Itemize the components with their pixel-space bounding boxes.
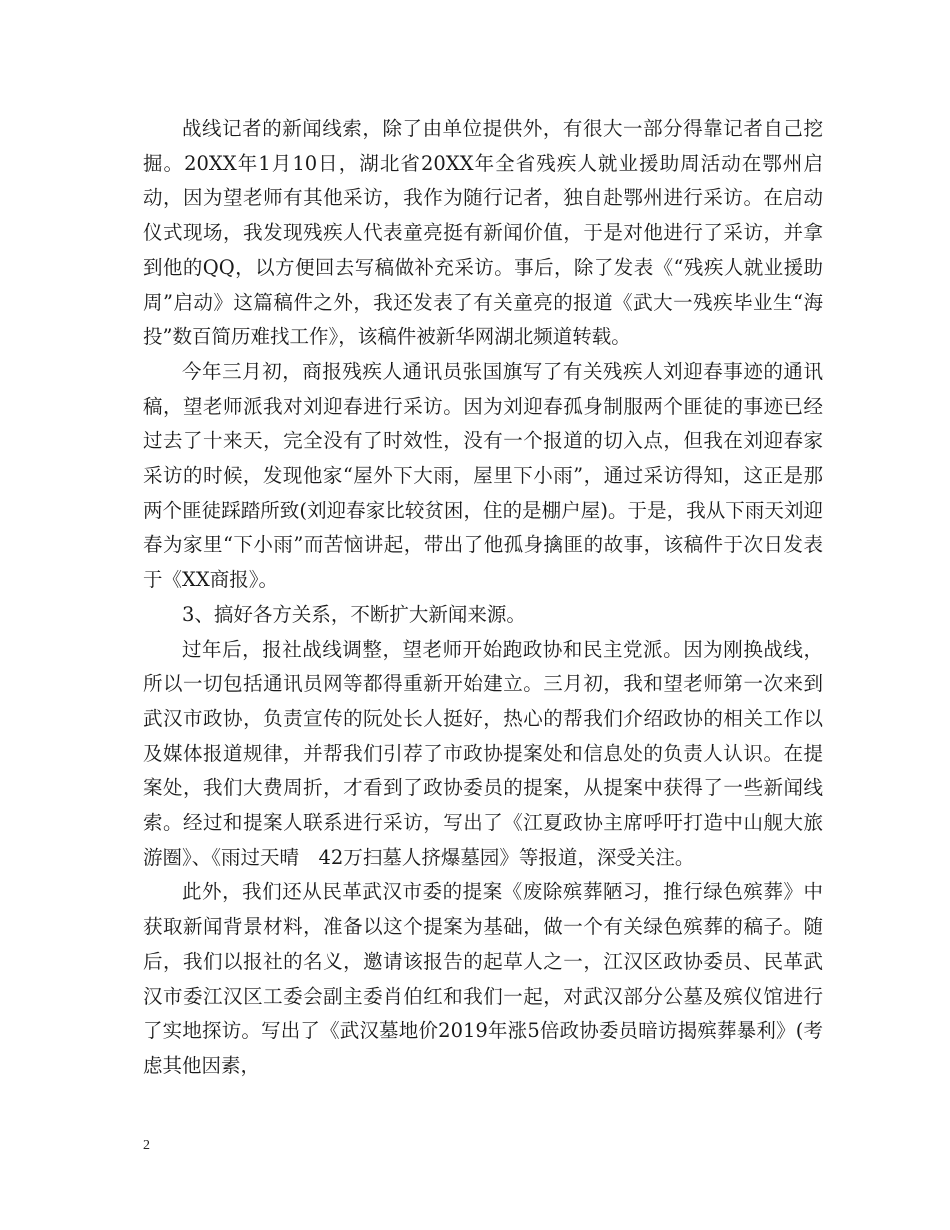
paragraph-2: 今年三月初，商报残疾人通讯员张国旗写了有关残疾人刘迎春事迹的通讯稿，望老师派我对刘迎春进行采访。因为刘迎春孤身制服两个匪徒的事迹已经过去了十来天，完全没有了时效性，没有一个报道的切入点，但我在刘迎春家采访的时候，发现他家“屋外下大雨，屋里下小雨”，通过采访得知，这正是那两个匪徒踩踏所致(刘迎春家比较贫困，住的是棚户屋)。于是，我从下雨天刘迎春为家里“下小雨”而苦恼讲起，带出了他孤身擒匪的故事，该稿件于次日发表于《XX商报》。 [143,359,823,592]
page-number: 2 [143,1138,150,1153]
section-heading: 3、搞好各方关系，不断扩大新闻来源。 [182,602,526,626]
paragraph-4: 此外，我们还从民革武汉市委的提案《废除殡葬陋习，推行绿色殡葬》中获取新闻背景材料，准备以这个提案为基础，做一个有关绿色殡葬的稿子。随后，我们以报社的名义，邀请该报告的起草人之一，江汉区政协委员、民革武汉市委江汉区工委会副主委肖伯红和我们一起，对武汉部分公墓及殡仪馆进行了实地探访。写出了《武汉墓地价2019年涨5倍政协委员暗访揭殡葬暴利》(考虑其他因素， [143,880,823,1077]
paragraph-1: 战线记者的新闻线索，除了由单位提供外，有很大一部分得靠记者自己挖掘。20XX年1月10日，湖北省20XX年全省残疾人就业援助周活动在鄂州启动，因为望老师有其他采访，我作为随行记者，独自赴鄂州进行采访。在启动仪式现场，我发现残疾人代表童亮挺有新闻价值，于是对他进行了采访，并拿到他的QQ，以方便回去写稿做补充采访。事后，除了发表《“残疾人就业援助周”启动》这篇稿件之外，我还发表了有关童亮的报道《武大一残疾毕业生“海投”数百简历难找工作》，该稿件被新华网湖北频道转载。 [143,117,823,349]
body-text [143,112,823,1084]
paragraph-3: 过年后，报社战线调整，望老师开始跑政协和民主党派。因为刚换战线，所以一切包括通讯员网等都得重新开始建立。三月初，我和望老师第一次来到武汉市政协，负责宣传的阮处长人挺好，热心的帮我们介绍政协的相关工作以及媒体报道规律，并帮我们引荐了市政协提案处和信息处的负责人认识。在提案处，我们大费周折，才看到了政协委员的提案，从提案中获得了一些新闻线索。经过和提案人联系进行采访，写出了《江夏政协主席呼吁打造中山舰大旅游圈》、《雨过天晴 42万扫墓人挤爆墓园》等报道，深受关注。 [143,637,823,869]
